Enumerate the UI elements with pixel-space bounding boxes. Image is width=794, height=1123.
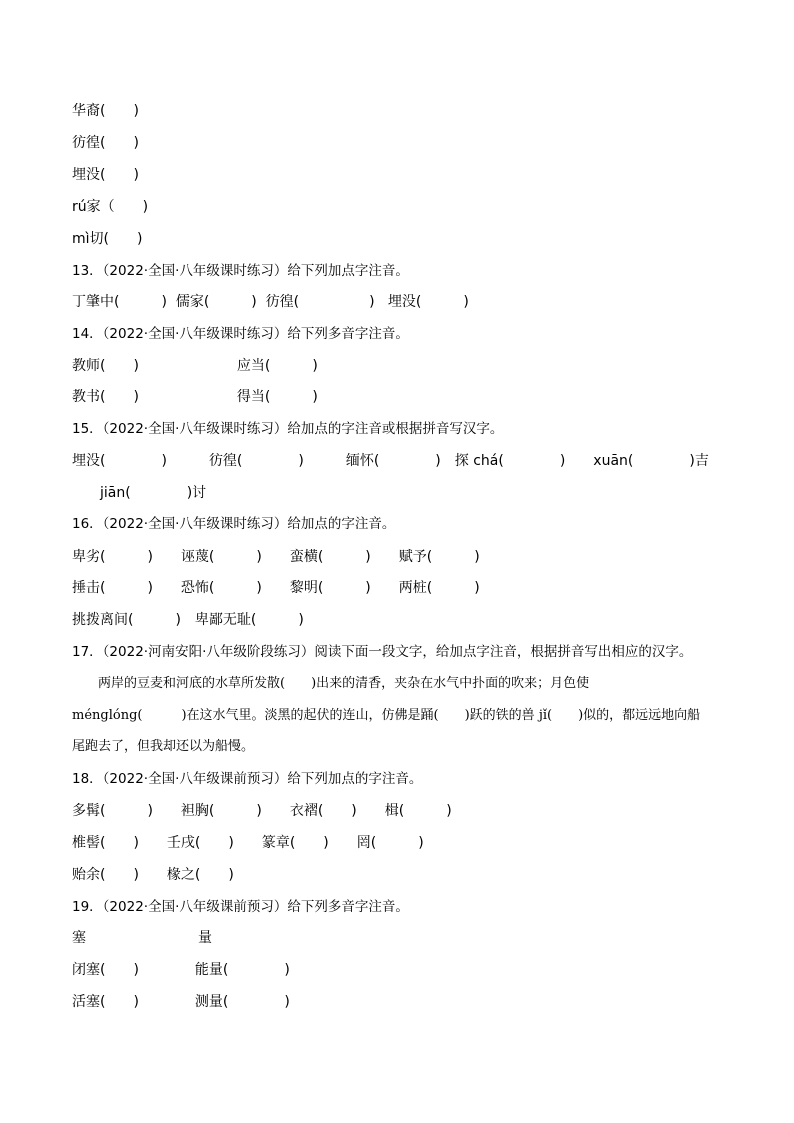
passage-line: 尾跑去了，但我却还以为船慢。: [72, 739, 255, 754]
answer-line: 埋没( ) 彷徨( ) 缅怀( ) 探 chá( ) xuān( )吉: [72, 453, 709, 469]
answer-line: 贻余( ) 椽之( ): [72, 867, 234, 883]
answer-line: 卑劣( ) 诬蔑( ) 蛮横( ) 赋予( ): [72, 549, 480, 565]
answer-line: 丁肇中( ) 儒家( ) 彷徨( ) 埋没( ): [72, 294, 469, 310]
answer-line: 椎髻( ) 壬戌( ) 篆章( ) 罔( ): [72, 835, 424, 851]
question-heading: 13．（2022·全国·八年级课时练习）给下列加点字注音。: [72, 263, 409, 279]
passage-line: ménglóng( )在这水气里。淡黑的起伏的连山，仿佛是踊( )跃的铁的兽 jǐ( )似的，都远远地向船: [72, 708, 701, 723]
answer-line: 教师( ) 应当( ): [72, 358, 318, 374]
answer-line: 彷徨( ): [72, 135, 139, 151]
answer-line: 闭塞( ) 能量( ): [72, 962, 290, 978]
answer-line: 挑拨离间( ) 卑鄙无耻( ): [72, 612, 304, 628]
answer-line: jiān( )讨: [72, 485, 207, 501]
answer-line: 华裔( ): [72, 103, 139, 119]
answer-line: 埋没( ): [72, 167, 139, 183]
answer-line: 教书( ) 得当( ): [72, 389, 318, 405]
question-heading: 18．（2022·全国·八年级课前预习）给下列加点的字注音。: [72, 771, 423, 787]
question-heading: 19．（2022·全国·八年级课前预习）给下列多音字注音。: [72, 899, 409, 915]
answer-line: rú家（ ): [72, 199, 149, 215]
question-heading: 17．（2022·河南安阳·八年级阶段练习）阅读下面一段文字，给加点字注音，根据拼音写出相应的汉字。: [72, 644, 693, 660]
passage-line: 两岸的豆麦和河底的水草所发散( )出来的清香，夹杂在水气中扑面的吹来；月色使: [72, 676, 590, 691]
answer-line: 多髯( ) 袒胸( ) 衣褶( ) 楫( ): [72, 803, 452, 819]
answer-line: 活塞( ) 测量( ): [72, 994, 290, 1010]
question-heading: 15．（2022·全国·八年级课时练习）给加点的字注音或根据拼音写汉字。: [72, 421, 504, 437]
answer-line: 捶击( ) 恐怖( ) 黎明( ) 两桩( ): [72, 580, 480, 596]
question-heading: 16．（2022·全国·八年级课时练习）给加点的字注音。: [72, 516, 396, 532]
answer-line: mì切( ): [72, 231, 143, 247]
answer-line: 塞 量: [72, 930, 212, 946]
question-heading: 14．（2022·全国·八年级课时练习）给下列多音字注音。: [72, 326, 409, 342]
